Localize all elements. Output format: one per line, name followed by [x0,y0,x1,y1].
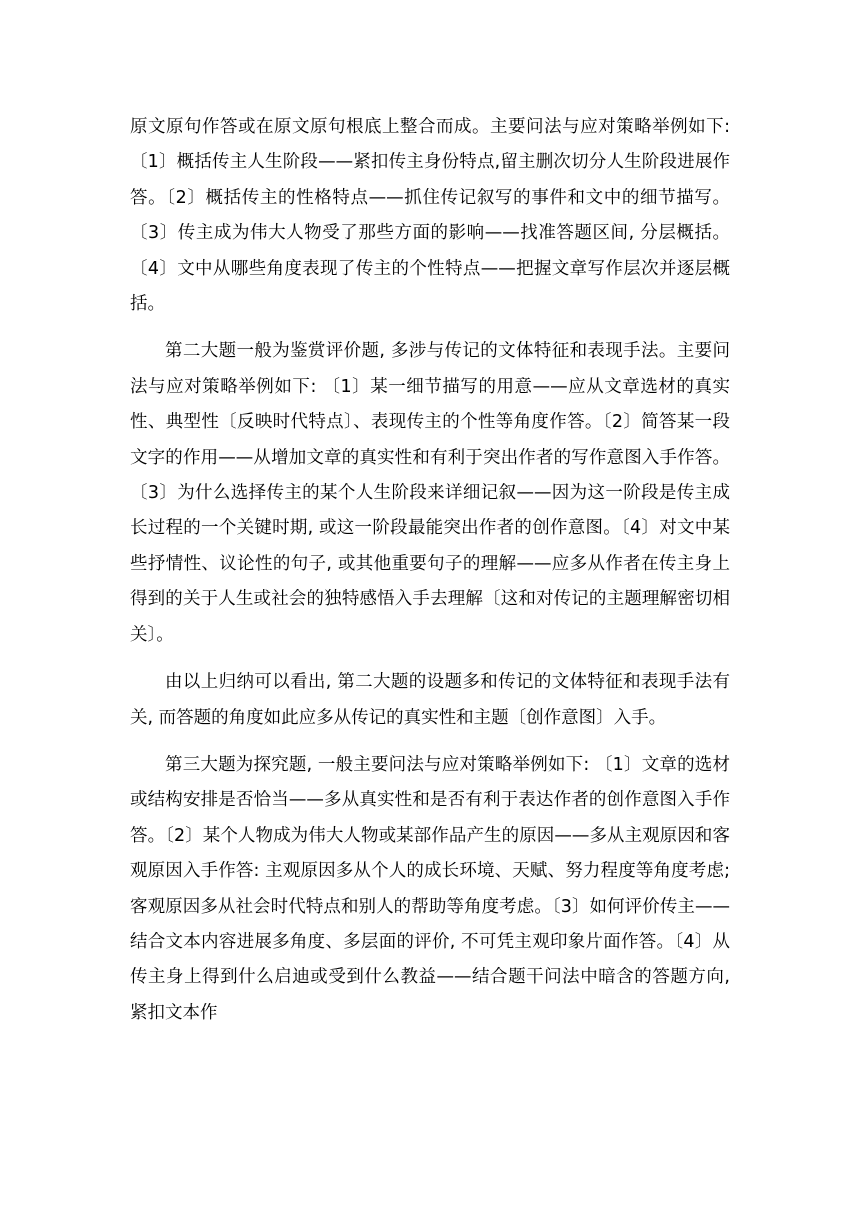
paragraph-4: 第三大题为探究题, 一般主要问法与应对策略举例如下: 〔1〕文章的选材或结构安排是否恰当——多从真实性和是否有利于表达作者的创作意图入手作答。〔2〕某个人物成为伟大人物或某部作品产生的原因——多从主观原因和客观原因入手作答: 主观原因多从个人的成长环境、天赋、努力程度等角度考虑; 客观原因多从社会时代特点和别人的帮助等角度考虑。〔3〕如何评价传主——结合文本内容进展多角度、多层面的评价, 不可凭主观印象片面作答。〔4〕从传主身上得到什么启迪或受到什么教益——结合题干问法中暗含的答题方向, 紧扣文本作 [130,754,730,1023]
document-body [130,110,730,1043]
paragraph-1: 原文原句作答或在原文原句根底上整合而成。主要问法与应对策略举例如下:〔1〕概括传主人生阶段——紧扣传主身份特点,留主删次切分人生阶段进展作答。〔2〕概括传主的性格特点——抓住传记叙写的事件和文中的细节描写。〔3〕传主成为伟大人物受了那些方面的影响——找准答题区间, 分层概括。〔4〕文中从哪些角度表现了传主的个性特点——把握文章写作层次并逐层概括。 [130,117,730,315]
paragraph-3: 由以上归纳可以看出, 第二大题的设题多和传记的文体特征和表现手法有关, 而答题的角度如此应多从传记的真实性和主题〔创作意图〕入手。 [130,672,730,728]
paragraph-2: 第二大题一般为鉴赏评价题, 多涉与传记的文体特征和表现手法。主要问法与应对策略举例如下: 〔1〕某一细节描写的用意——应从文章选材的真实性、典型性〔反映时代特点〕、表现传主的个性等角度作答。〔2〕简答某一段文字的作用——从增加文章的真实性和有利于突出作者的写作意图入手作答。〔3〕为什么选择传主的某个人生阶段来详细记叙——因为这一阶段是传主成长过程的一个关键时期, 或这一阶段最能突出作者的创作意图。〔4〕对文中某些抒情性、议论性的句子, 或其他重要句子的理解——应多从作者在传主身上得到的关于人生或社会的独特感悟入手去理解〔这和对传记的主题理解密切相关〕。 [130,341,730,645]
